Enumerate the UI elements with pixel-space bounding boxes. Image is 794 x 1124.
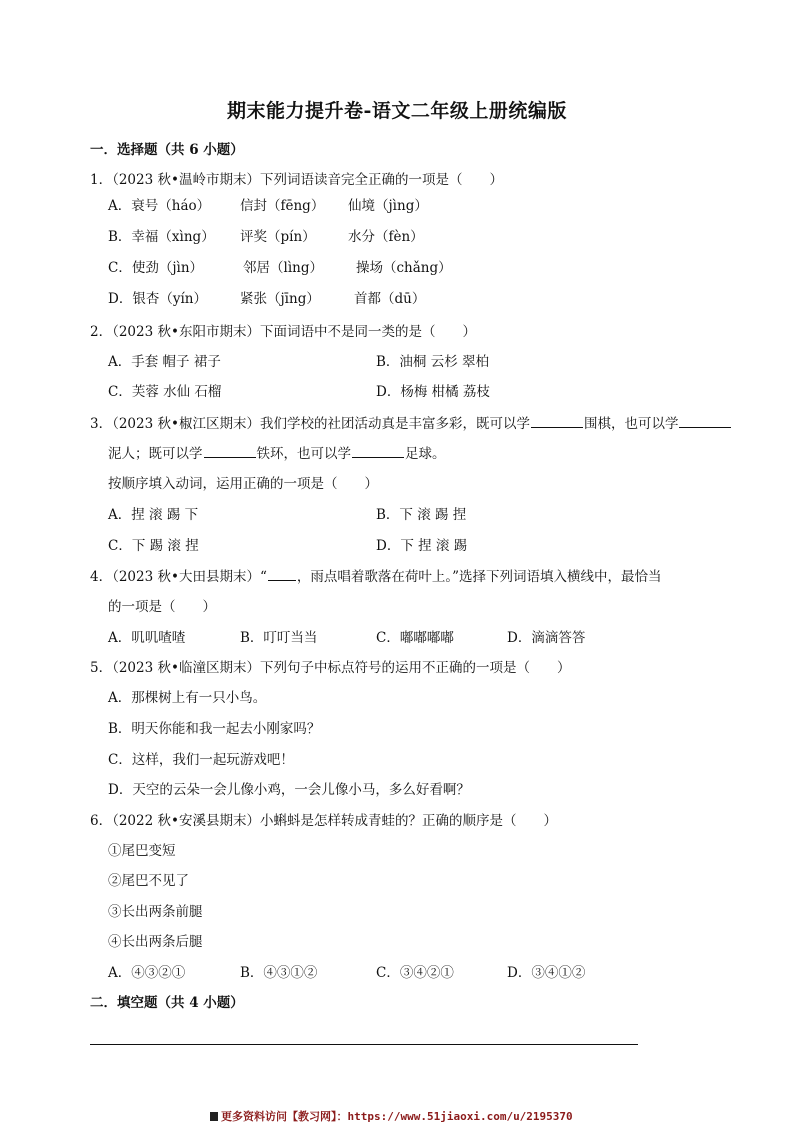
q4-option-a: A．叽叽喳喳: [108, 630, 186, 646]
q1-option-c-word2: 邻居（lìng）: [243, 260, 323, 276]
question-3-stem-line1: [90, 412, 732, 432]
q1-option-d-word1: D．银杏（yín）: [108, 291, 207, 307]
q3-stem-line2-a: 泥人；既可以学: [108, 446, 203, 462]
q1-option-c-word1: C．使劲（jìn）: [108, 260, 204, 276]
q3-option-d: D．下 捏 滚 踢: [376, 538, 468, 554]
q5-option-c: C．这样，我们一起玩游戏吧！: [108, 752, 294, 768]
question-1-stem: 1．（2023 秋•温岭市期末）下列词语读音完全正确的一项是（ ）: [90, 172, 503, 188]
q3-stem-line2-c: 足球。: [405, 446, 446, 462]
q4-stem-part1: 4．（2023 秋•大田县期末）“: [90, 569, 267, 585]
question-5-stem: 5．（2023 秋•临潼区期末）下列句子中标点符号的运用不正确的一项是（ ）: [90, 660, 571, 676]
q3-stem-part1: 3．（2023 秋•椒江区期末）我们学校的社团活动真是丰富多彩，既可以学: [90, 416, 530, 432]
q3-stem-line2-b: 铁环，也可以学: [256, 446, 351, 462]
q6-option-c: C．③④②①: [376, 965, 454, 981]
q1-option-a-word3: 仙境（jìng）: [348, 198, 428, 214]
q3-instruction: 按顺序填入动词，运用正确的一项是（ ）: [108, 476, 378, 492]
q6-item-4: ④长出两条后腿: [108, 934, 203, 950]
q1-option-d-word2: 紧张（jīng）: [240, 291, 320, 307]
q3-option-a: A．捏 滚 踢 下: [108, 507, 199, 523]
q1-option-a-word2: 信封（fēng）: [240, 198, 325, 214]
answer-blank[interactable]: [679, 415, 731, 428]
answer-blank[interactable]: [204, 445, 256, 458]
question-2-stem: 2．（2023 秋•东阳市期末）下面词语中不是同一类的是（ ）: [90, 324, 476, 340]
section-heading-choice: 一．选择题（共 6 小题）: [90, 142, 244, 158]
q4-option-c: C．嘟嘟嘟嘟: [376, 630, 454, 646]
q5-option-b: B．明天你能和我一起去小刚家吗？: [108, 721, 321, 737]
q2-option-a: A．手套 帽子 裙子: [108, 354, 221, 370]
q6-item-1: ①尾巴变短: [108, 843, 176, 859]
q5-option-a: A．那棵树上有一只小鸟。: [108, 690, 267, 706]
q4-stem-line2: 的一项是（ ）: [108, 599, 216, 615]
q2-option-c: C．芙蓉 水仙 石榴: [108, 384, 222, 400]
footer-link[interactable]: [210, 1108, 573, 1124]
q1-option-a-word1: A．衰号（háo）: [108, 198, 211, 214]
q4-option-d: D．滴滴答答: [507, 630, 586, 646]
q3-option-b: B．下 滚 踢 捏: [376, 507, 467, 523]
flag-icon: [210, 1112, 218, 1121]
q2-option-d: D．杨梅 柑橘 荔枝: [376, 384, 490, 400]
q6-item-3: ③长出两条前腿: [108, 904, 203, 920]
q1-option-c-word3: 操场（chǎng）: [356, 260, 452, 276]
answer-blank[interactable]: [268, 568, 296, 581]
q6-item-2: ②尾巴不见了: [108, 873, 189, 889]
q1-option-b-word3: 水分（fèn）: [348, 229, 424, 245]
footer-text: 更多资料访问【教习网】：https://www.51jiaoxi.com/u/2195370: [221, 1110, 573, 1123]
q5-option-d: D．天空的云朵一会儿像小鸡，一会儿像小马，多么好看啊？: [108, 782, 470, 798]
question-4-stem-line1: [90, 565, 662, 585]
q6-option-d: D．③④①②: [507, 965, 586, 981]
q1-option-b-word1: B．幸福（xìng）: [108, 229, 215, 245]
question-6-stem: 6．（2022 秋•安溪县期末）小蝌蚪是怎样转成青蛙的？正确的顺序是（ ）: [90, 813, 557, 829]
q3-stem-part2: 围棋，也可以学: [583, 416, 679, 432]
q4-stem-part2: ，雨点唱着歌落在荷叶上。”选择下列词语填入横线中，最恰当: [296, 569, 662, 585]
q1-option-b-word2: 评奖（pín）: [240, 229, 316, 245]
page-title: 期末能力提升卷-语文二年级上册统编版: [227, 100, 567, 122]
q6-option-a: A．④③②①: [108, 965, 186, 981]
q4-option-b: B．叮叮当当: [240, 630, 318, 646]
answer-blank[interactable]: [352, 445, 404, 458]
question-3-stem-line2: [108, 442, 446, 462]
q6-option-b: B．④③①②: [240, 965, 318, 981]
answer-blank[interactable]: [531, 415, 583, 428]
section-heading-fill-blank: 二．填空题（共 4 小题）: [90, 995, 244, 1011]
q2-option-b: B．油桐 云杉 翠柏: [376, 354, 490, 370]
divider-line: [90, 1044, 638, 1045]
q3-option-c: C．下 踢 滚 捏: [108, 538, 199, 554]
q1-option-d-word3: 首都（dū）: [354, 291, 426, 307]
